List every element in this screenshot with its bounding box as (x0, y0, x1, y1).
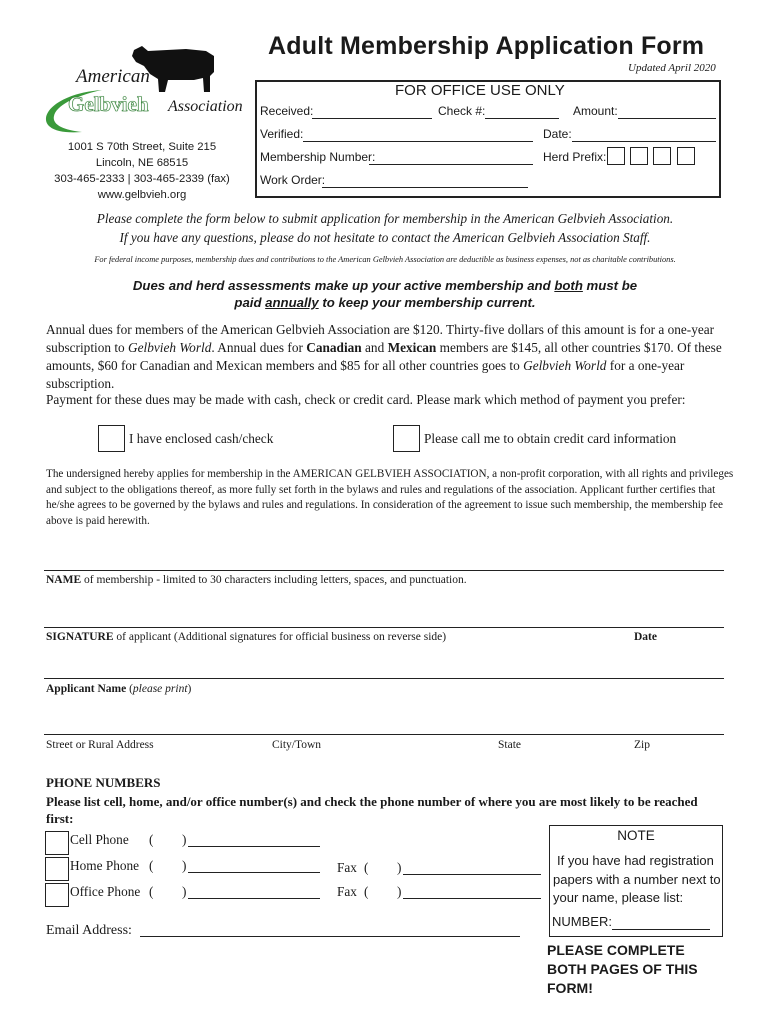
office-membership-number-line[interactable] (369, 164, 533, 165)
office-fax-open-paren: ( (364, 884, 369, 899)
payment-card-label: Please call me to obtain credit card information (424, 431, 677, 446)
signature-label-rest: of applicant (Additional signatures for official business on reverse side) (113, 631, 447, 643)
name-line[interactable] (44, 570, 724, 571)
address-block (52, 139, 232, 203)
name-label-rest: of membership - limited to 30 characters including letters, spaces, and punctuation. (81, 574, 467, 586)
payment-cash-label: I have enclosed cash/check (129, 431, 274, 446)
office-fax-close-paren: ) (397, 884, 402, 899)
home-open-paren: ( (149, 858, 154, 873)
herd-prefix-box-2[interactable] (630, 147, 648, 165)
footer-notice (547, 941, 698, 998)
applicant-name-hint: please print (132, 683, 188, 695)
office-verified-line[interactable] (303, 141, 533, 142)
page-title: Adult Membership Application Form (268, 32, 705, 60)
footer-line-3: FORM! (547, 980, 593, 996)
office-date-line[interactable] (572, 141, 716, 142)
signature-label (46, 631, 446, 643)
home-fax-open-paren: ( (364, 860, 369, 875)
office-phone-checkbox[interactable] (45, 883, 69, 907)
note-line-1: If you have had registration (557, 853, 714, 868)
cell-open-paren: ( (149, 832, 154, 847)
dues-p1-i: for a one-year subscription. (46, 358, 685, 391)
address-street: 1001 S 70th Street, Suite 215 (67, 141, 217, 153)
office-verified-label: Verified: (260, 127, 304, 141)
dues-p1-c: . Annual dues for (211, 340, 307, 355)
address-line[interactable] (44, 734, 724, 735)
dues-head2-annually: annually (265, 295, 319, 310)
zip-label: Zip (634, 739, 650, 751)
cell-phone-label: Cell Phone (70, 832, 129, 847)
office-fax-label: Fax (337, 884, 357, 899)
state-label: State (498, 739, 521, 751)
fax-line-2[interactable] (403, 898, 541, 899)
signature-label-bold: SIGNATURE (46, 631, 114, 643)
office-work-order-line[interactable] (322, 187, 528, 188)
note-number-line[interactable] (612, 929, 710, 930)
dues-p1-g: members are $145, all other countries $170. Of these amounts, $60 for Canadian and Mexican members and $85 for all other countries goes to (46, 340, 722, 373)
office-membership-number-label: Membership Number: (260, 150, 376, 164)
phone-instruction: Please list cell, home, and/or office number(s) and check the phone number of where you are most likely to be reached first: (46, 794, 698, 826)
dues-p1-e: and (361, 340, 388, 355)
certification-paragraph: The undersigned hereby applies for membership in the AMERICAN GELBVIEH ASSOCIATION, a non-profit corporation, with all rights and privileges and subject to the obligations thereof, as more fully set forth in the bylaws and rules and regulations of the association. Applicant further certifies that he/she agrees to be governed by the bylaws and rules and regulations. In consideration of the agreement to issue such membership, the membership fee above is paid herewith. (46, 468, 734, 527)
payment-card-checkbox[interactable] (393, 425, 420, 452)
office-amount-line[interactable] (618, 118, 716, 119)
herd-prefix-box-1[interactable] (607, 147, 625, 165)
dues-paragraph (46, 321, 736, 393)
address-web[interactable]: www.gelbvieh.org (97, 189, 187, 201)
office-check-label: Check #: (438, 104, 486, 118)
office-use-title: FOR OFFICE USE ONLY (395, 82, 565, 99)
applicant-name-bold: Applicant Name (46, 683, 127, 695)
address-phone: 303-465-2333 | 303-465-2339 (fax) (54, 173, 230, 185)
phone-heading: PHONE NUMBERS (46, 775, 161, 790)
dues-head2-c: to keep your membership current. (318, 295, 536, 310)
logo-word-gelbvieh: Gelbvieh (68, 92, 149, 116)
note-line-2: papers with a number next to (553, 871, 721, 887)
office-close-paren: ) (182, 884, 187, 899)
applicant-name-label: Applicant Name (please print) (46, 683, 192, 695)
note-number-label: NUMBER: (552, 914, 612, 929)
city-label: City/Town (272, 739, 322, 751)
note-line-3: your name, please list: (553, 890, 684, 905)
office-date-label: Date: (543, 127, 572, 141)
footer-line-2: BOTH PAGES OF THIS (547, 961, 698, 977)
home-fax-close-paren: ) (397, 860, 402, 875)
dues-p1-gw2: Gelbvieh World (523, 358, 607, 373)
dues-head1-a: Dues and herd assessments make up your active membership and (132, 278, 555, 293)
home-phone-checkbox[interactable] (45, 857, 69, 881)
name-label-bold: NAME (46, 574, 82, 586)
logo-word-american: American (76, 66, 150, 87)
office-received-line[interactable] (312, 118, 432, 119)
home-phone-label: Home Phone (70, 858, 140, 873)
street-label: Street or Rural Address (46, 739, 154, 751)
intro-line-2: If you have any questions, please do not hesitate to contact the American Gelbvieh Association Staff. (119, 230, 651, 245)
dues-p1-canadian: Canadian (306, 340, 362, 355)
office-herd-prefix-label: Herd Prefix: (543, 150, 607, 164)
applicant-name-line[interactable] (44, 678, 724, 679)
email-line[interactable] (140, 936, 520, 937)
office-received-label: Received: (260, 104, 314, 118)
cell-close-paren: ) (182, 832, 187, 847)
address-city: Lincoln, NE 68515 (95, 157, 189, 169)
dues-p1-a: Annual dues for members of the American Gelbvieh Association are $120. Thirty-five dollars of this amount is for a one-year subscription to (46, 322, 715, 355)
herd-prefix-box-4[interactable] (677, 147, 695, 165)
home-phone-line[interactable] (188, 872, 320, 873)
dues-heading (0, 277, 770, 311)
cell-phone-checkbox[interactable] (45, 831, 69, 855)
cell-phone-line[interactable] (188, 846, 320, 847)
herd-prefix-box-3[interactable] (653, 147, 671, 165)
tax-note: For federal income purposes, membership dues and contributions to the American Gelbvieh Association are deductible as business expenses, not as charitable contributions. (94, 255, 676, 264)
dues-p1-gw1: Gelbvieh World (128, 340, 212, 355)
fax-line-1[interactable] (403, 874, 541, 875)
office-check-line[interactable] (485, 118, 559, 119)
name-label (46, 574, 467, 586)
office-phone-label: Office Phone (70, 884, 141, 899)
dues-head1-both: both (554, 278, 583, 293)
footer-line-1: PLEASE COMPLETE (547, 942, 685, 958)
home-fax-label: Fax (337, 860, 357, 875)
note-text (553, 852, 721, 908)
dues-head2-a: paid (234, 295, 266, 310)
office-amount-label: Amount: (573, 104, 618, 118)
date-label: Date (634, 631, 657, 643)
logo (40, 40, 250, 140)
payment-cash-checkbox[interactable] (98, 425, 125, 452)
dues-p1-mexican: Mexican (387, 340, 437, 355)
note-title: NOTE (617, 828, 655, 843)
intro-line-1: Please complete the form below to submit application for membership in the American Gelbvieh Association. (96, 211, 674, 226)
email-label: Email Address: (46, 923, 132, 938)
logo-word-association: Association (168, 98, 243, 115)
signature-line[interactable] (44, 627, 724, 628)
office-open-paren: ( (149, 884, 154, 899)
home-close-paren: ) (182, 858, 187, 873)
updated-date: Updated April 2020 (628, 62, 716, 74)
payment-instruction: Payment for these dues may be made with cash, check or credit card. Please mark which method of payment you prefer: (46, 392, 686, 407)
dues-head1-c: must be (582, 278, 638, 293)
office-phone-line[interactable] (188, 898, 320, 899)
office-work-order-label: Work Order: (260, 173, 326, 187)
